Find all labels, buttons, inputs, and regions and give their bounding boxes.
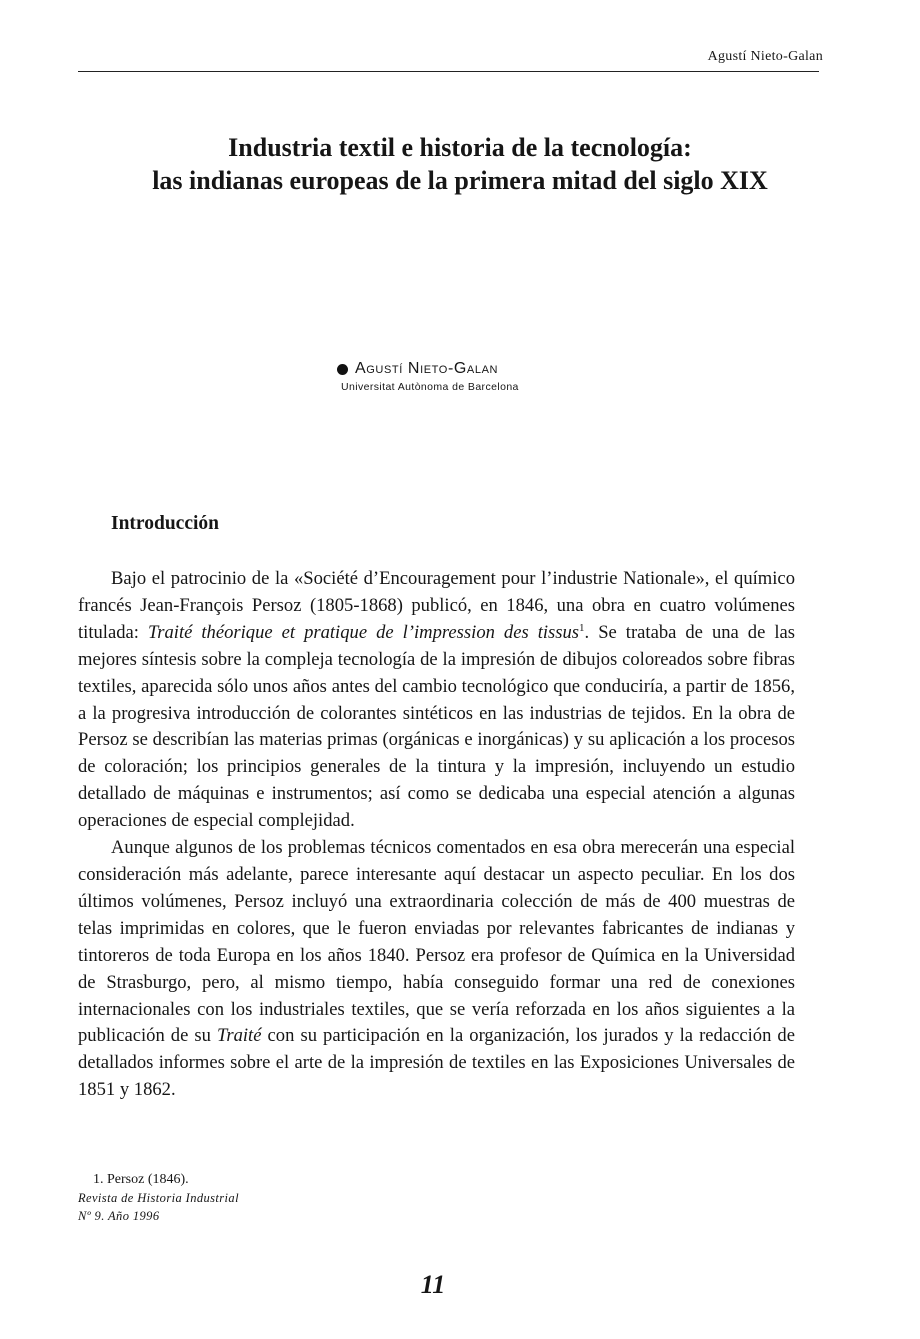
paragraph-1 xyxy=(78,566,795,835)
title-line-2: las indianas europeas de la primera mitad del siglo XIX xyxy=(152,166,768,195)
journal-name: Revista de Historia Industrial xyxy=(78,1191,239,1205)
cited-short-title: Traité xyxy=(217,1025,262,1047)
paragraph-1-part-2: . Se trataba de una de las mejores síntesis sobre la compleja tecnología de la impresión de dibujos coloreados sobre fibras textiles, aparecida sólo unos años antes del cambio tecnológico que conduciría, a partir de 1856, a la progresiva introducción de colorantes sintéticos en las industrias de tejidos. En la obra de Persoz se describían las materias primas (orgánicas e inorgánicas) y su aplicación a los procesos de coloración; los principios generales de la tintura y la impresión, incluyendo un estudio detallado de máquinas e instrumentos; así como se dedicaba una especial atención a algunas operaciones de especial complejidad. xyxy=(78,621,796,832)
body-text xyxy=(78,566,795,1104)
footnote-area xyxy=(78,1170,239,1225)
author-line xyxy=(337,360,519,378)
journal-info xyxy=(78,1189,239,1225)
author-name: Agustí Nieto-Galan xyxy=(355,360,499,377)
journal-issue: Nº 9. Año 1996 xyxy=(78,1209,160,1223)
cited-title: Traité théorique et pratique de l’impression des tissus xyxy=(147,621,580,643)
footnote-marker: 1 xyxy=(579,621,585,634)
paragraph-1-part-1: Bajo el patrocinio de la «Société d’Encouragement pour l’industrie Nationale», el químico francés Jean-François Persoz (1805-1868) publicó, en 1846, una obra en cuatro volúmenes titulada: xyxy=(78,568,795,643)
header-rule xyxy=(78,71,819,72)
bullet-icon xyxy=(337,364,348,375)
page-number: 11 xyxy=(420,1270,446,1299)
title-line-1: Industria textil e historia de la tecnología: xyxy=(228,133,692,162)
author-block xyxy=(337,360,519,393)
article-title xyxy=(0,131,920,197)
section-heading: Introducción xyxy=(111,513,219,534)
author-affiliation: Universitat Autònoma de Barcelona xyxy=(341,381,519,393)
running-head: Agustí Nieto-Galan xyxy=(707,49,823,64)
paragraph-2 xyxy=(78,835,795,1104)
footnote-1: 1. Persoz (1846). xyxy=(93,1172,189,1187)
paragraph-2-part-1: Aunque algunos de los problemas técnicos comentados en esa obra merecerán una especial consideración más adelante, parece interesante aquí destacar un aspecto peculiar. En los dos últimos volúmenes, Persoz incluyó una extraordinaria colección de más de 400 muestras de telas imprimidas en colores, que le fueron enviadas por relevantes fabricantes de indianas y tintoreros de toda Europa en los años 1840. Persoz era profesor de Química en la Universidad de Strasburgo, pero, al mismo tiempo, había conseguido formar una red de conexiones internacionales con los industriales textiles, que se vería reforzada en los años siguientes a la publicación de su xyxy=(78,837,795,1047)
paragraph-2-part-2: con su participación en la organización, los jurados y la redacción de detallados informes sobre el arte de la impresión de textiles en las Exposiciones Universales de 1851 y 1862. xyxy=(78,1025,795,1101)
